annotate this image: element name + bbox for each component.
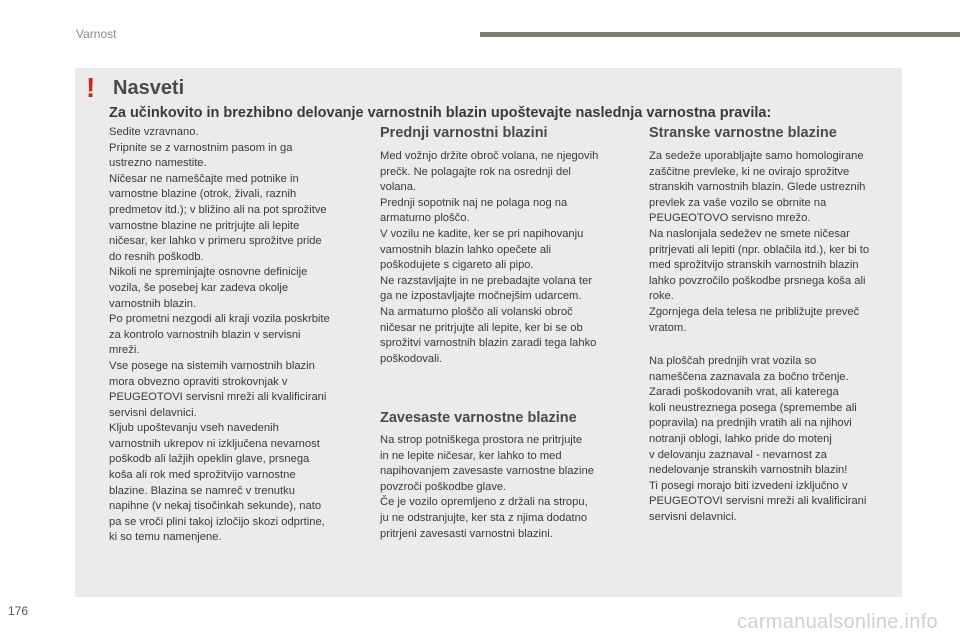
section-label: Varnost <box>76 27 117 41</box>
curtain-airbags-heading: Zavesaste varnostne blazine <box>380 410 577 426</box>
panel-title: Nasveti <box>113 77 185 99</box>
header-bar <box>480 32 960 37</box>
column-general <box>109 125 359 546</box>
side-airbags-text-2: Na ploščah prednjih vrat vozila so nameščena zaznavala za bočno trčenje. Zaradi poškodovanih vrat, ali katerega koli neustreznega posega (spremembe ali popravila) na prednjih vratih ali na njihovi notranji oblogi, lahko pride do motenj v delovanju zaznaval - nevarnost za nedelovanje stranskih varnostnih blazin! Ti posegi morajo biti izvedeni izključno v PEUGEOTOVI servisni mreži ali kvalificirani servisni delavnici. <box>649 355 867 523</box>
curtain-airbags-text: Na strop potniškega prostora ne pritrjujte in ne lepite ničesar, ker lahko to med napihovanjem zavesaste varnostne blazine povzroči poškodbe glave. Če je vozilo opremljeno z držali na stropu, ju ne odstranjujte, ker sta z njima dodatno pritrjeni zavesasti varnostni blazini. <box>380 434 594 540</box>
watermark: carmanualsonline.info <box>737 611 938 633</box>
side-airbags-heading: Stranske varnostne blazine <box>649 125 837 141</box>
front-airbags-heading: Prednji varnostni blazini <box>380 125 548 141</box>
warning-icon: ! <box>86 72 96 103</box>
column-side-sensors <box>649 354 899 526</box>
side-airbags-text-1: Za sedeže uporabljajte samo homologirane zaščitne prevleke, ki ne ovirajo sprožitve stranskih varnostnih blazin. Glede ustreznih prevlek za vaše vozilo se obrnite na PEUGEOTOVO servisno mrežo. Na naslonjala sedežev ne smete ničesar pritrjevati ali lepiti (npr. oblačila itd.), ker bi to med sprožitvijo stranskih varnostnih blazin lahko povzročilo poškodbe prsnega koša ali roke. Zgornjega dela telesa ne približujte preveč vratom. <box>649 150 870 334</box>
page-number: 176 <box>8 604 29 618</box>
panel-subtitle: Za učinkovito in brezhibno delovanje varnostnih blazin upoštevajte naslednja varnostna pravila: <box>109 105 772 121</box>
column-curtain <box>380 433 635 542</box>
general-advice-text: Sedite vzravnano. Pripnite se z varnostnim pasom in ga ustrezno namestite. Ničesar ne nameščajte med potnike in varnostne blazine (otrok, živali, raznih predmetov itd.); v bližino ali na pot sprožitve varnostne blazine ne pritrjujte ali lepite ničesar, ker lahko v primeru sprožitve pride do resnih poškodb. Nikoli ne spreminjajte osnovne definicije vozila, še posebej kar zadeva okolje varnostnih blazin. Po prometni nezgodi ali kraji vozila poskrbite za kontrolo varnostnih blazin v servisni mreži. Vse posege na sistemih varnostnih blazin mora obvezno opraviti strokovnjak v PEUGEOTOVI servisni mreži ali kvalificirani servisni delavnici. Kljub upoštevanju vseh navedenih varnostnih ukrepov ni izključena nevarnost poškodb ali lažjih opeklin glave, prsnega koša ali rok med sprožitvijo varnostne blazine. Blazina se namreč v trenutku napihne (v nekaj tisočinkah sekunde), nato pa se vroči plini takoj izločijo skozi odprtine, ki so temu namenjene. <box>109 126 330 544</box>
front-airbags-text: Med vožnjo držite obroč volana, ne njegovih prečk. Ne polagajte rok na osrednji del volana. Prednji sopotnik naj ne polaga nog na armaturno ploščo. V vozilu ne kadite, ker se pri napihovanju varnostnih blazin lahko opečete ali poškodujete s cigareto ali pipo. Ne razstavljajte in ne prebadajte volana ter ga ne izpostavljajte močnejšim udarcem. Na armaturno ploščo ali volanski obroč ničesar ne pritrjujte ali lepite, ker bi se ob sprožitvi varnostnih blazin zaradi tega lahko poškodovali. <box>380 150 599 365</box>
column-side <box>649 149 899 336</box>
column-front <box>380 149 635 367</box>
